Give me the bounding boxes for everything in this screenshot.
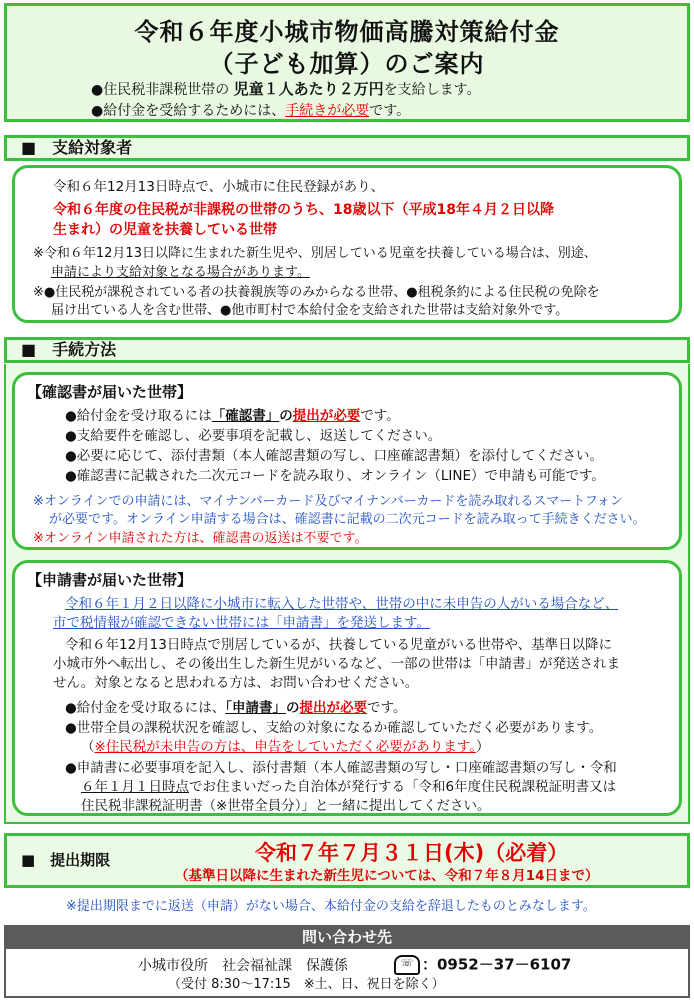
- application-box-title: 【申請書が届いた世帯】: [27, 571, 193, 589]
- telephone-icon: ☏: [394, 955, 420, 975]
- deadline-label: ■ 提出期限: [21, 851, 111, 869]
- eligibility-note1a: ※令和６年12月13日以降に生まれた新生児や、別居している児童を扶養している場合は、別途、: [33, 246, 597, 261]
- confirmation-bullet4: ●確認書に記載された二次元コードを読み取り、オンライン（LINE）で申請も可能です。: [65, 468, 605, 484]
- eligibility-note1b: 申請により支給対象となる場合があります。: [51, 265, 310, 280]
- application-bullet3-line2: ６年１月１日時点でお住まいだった自治体が発行する「令和6年度住民税課税証明書又は: [81, 779, 617, 795]
- application-bullet2: ●世帯全員の課税状況を確認し、支給の対象になるか確認していただく必要があります。: [65, 720, 603, 736]
- procedure-required-text: 手続きが必要: [285, 103, 370, 119]
- confirmation-bullet3: ●必要に応じて、添付書類（本人確認書類の写し、口座確認書類）を添付してください。: [65, 448, 604, 464]
- amount-text: 児童１人あたり２万円: [233, 80, 384, 98]
- contact-phone-line: [394, 955, 571, 975]
- procedure-area: [4, 364, 690, 824]
- deadline-date: 令和７年７月３１日(木)（必着）: [255, 841, 569, 865]
- deadline-newborn-note: （基準日以降に生まれた新生児については、令和７年８月14日まで）: [175, 868, 599, 884]
- confirmation-bullet2: ●支給要件を確認し、必要事項を記載し、返送してください。: [65, 428, 442, 444]
- online-note2: ※オンライン申請された方は、確認書の返送は不要です。: [33, 531, 368, 546]
- contact-phone-number: ：0952－37－6107: [422, 955, 572, 974]
- application-bullet3-line1: ●申請書に必要事項を記入し、添付書類（本人確認書類の写し・口座確認書類の写し・令和: [65, 760, 617, 776]
- contact-box: [4, 949, 690, 998]
- application-separated-line2: 小城市外へ転出し、その後出生した新生児がいるなど、一部の世帯は「申請書」が発送されま: [53, 656, 620, 672]
- deadline-box: [4, 833, 690, 888]
- contact-office: 小城市役所 社会福祉課 保護係: [138, 958, 348, 974]
- section-heading-procedure: ■ 手続方法: [4, 337, 690, 363]
- eligibility-note2a: ※●住民税が課税されている者の扶養親族等のみからなる世帯、●租税条約による住民税の免除を: [33, 285, 600, 300]
- deadline-footnote: ※提出期限までに返送（申請）がない場合、本給付金の支給を辞退したものとみなします。: [66, 899, 596, 914]
- eligibility-line1: 令和６年12月13日時点で、小城市に住民登録があり、: [53, 179, 385, 195]
- contact-hours: （受付 8:30～17:15 ※土、日、祝日を除く）: [168, 977, 445, 992]
- online-note1b: が必要です。オンライン申請する場合は、確認書に記載の二次元コードを読み取って手続きください。: [49, 512, 646, 527]
- page-title: 令和６年度小城市物価高騰対策給付金: [134, 18, 560, 46]
- eligibility-line3: 生まれ）の児童を扶養している世帯: [53, 222, 277, 238]
- application-separated-line3: せん。対象となると思われる方は、お問い合わせください。: [53, 675, 419, 691]
- application-bullet1: ●給付金を受け取るには、「申請書」の提出が必要です。: [65, 700, 407, 716]
- eligibility-panel: [12, 165, 682, 323]
- application-intro-line1: 令和６年１月２日以降に小城市に転入した世帯や、世帯の中に未申告の人がいる場合など、: [65, 596, 619, 612]
- application-bullet3-line3: 住民税非課税証明書（※世帯全員分）」と一緒に提出してください。: [81, 798, 491, 814]
- header-box: [4, 3, 690, 122]
- eligibility-line2: 令和６年度の住民税が非課税の世帯のうち、18歳以下（平成18年４月２日以降: [53, 202, 554, 218]
- eligibility-note2b: 届け出ている人を含む世帯、●他市町村で本給付金を支給された世帯は支給対象外です。: [51, 303, 569, 318]
- application-intro-line2: 市で税情報が確認できない世帯には「申請書」を発送します。: [53, 615, 430, 631]
- online-note1a: ※オンラインでの申請には、マイナンバーカード及びマイナンバーカードを読み取れるスマートフォン: [33, 494, 624, 509]
- header-bullet-procedure: ●給付金を受給するためには、手続きが必要です。: [91, 103, 411, 119]
- header-bullet-amount: ●住民税非課税世帯の 児童１人あたり２万円を支給します。: [91, 80, 481, 98]
- confirmation-box: [12, 372, 682, 550]
- confirmation-box-title: 【確認書が届いた世帯】: [27, 383, 193, 401]
- contact-heading: 問い合わせ先: [4, 925, 690, 949]
- confirmation-bullet1: ●給付金を受け取るには「確認書」の提出が必要です。: [65, 408, 400, 424]
- application-box: [12, 560, 682, 816]
- application-separated-line1: 令和６年12月13日時点で別居しているが、扶養している児童がいる世帯や、基準日以降に: [65, 637, 613, 653]
- application-bullet2-note: （※住民税が未申告の方は、申告をしていただく必要があります。）: [81, 739, 490, 755]
- page-subtitle: （子ども加算）のご案内: [209, 50, 485, 78]
- section-heading-eligibility: ■ 支給対象者: [4, 135, 690, 161]
